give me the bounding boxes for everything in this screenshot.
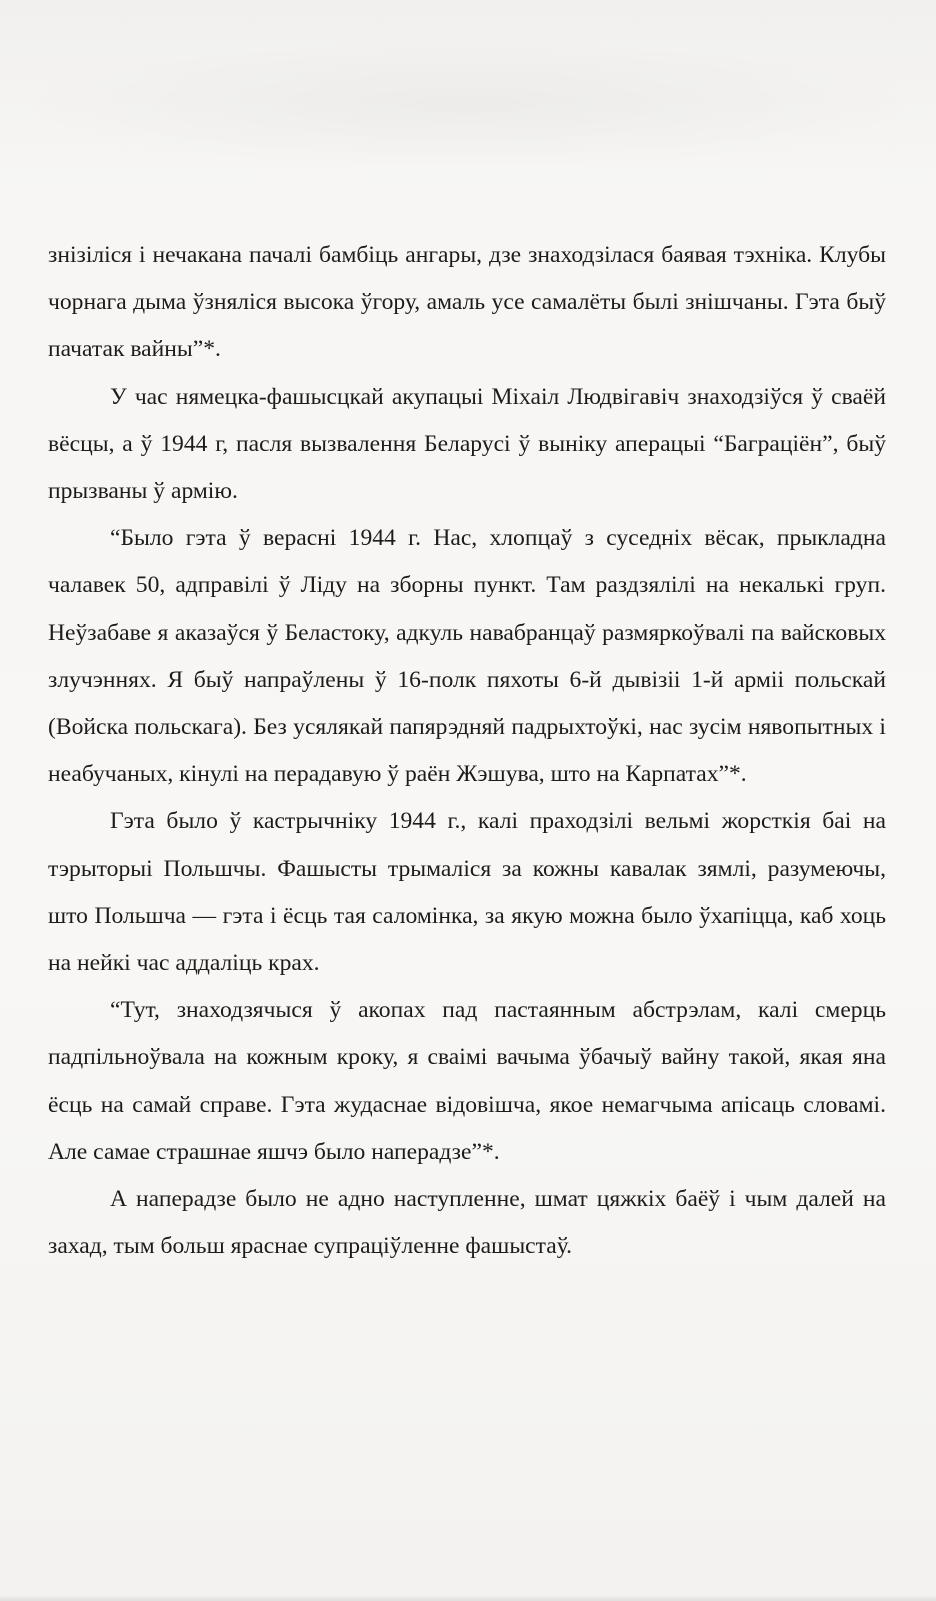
- document-body: [48, 232, 886, 1270]
- paragraph-occupation: У час нямецка-фашысцкай акупацыі Міхаіл Людвігавіч знаходзіўся ў сваёй вёсцы, а ў 1944 г, пасля вызвалення Беларусі ў выніку аперацыі “Баграціён”, быў прызваны ў армію.: [48, 383, 886, 505]
- paragraph-ahead: А наперадзе было не адно наступленне, шмат цяжкіх баёў і чым далей на захад, тым больш яраснае супраціўленне фашыстаў.: [48, 1186, 886, 1260]
- paragraph-quote-trenches: “Тут, знаходзячыся ў акопах пад пастаянным абстрэлам, калі смерць падпільноўвала на кожным кроку, я сваімі вачыма ўбачыў вайну такой, якая яна ёсць на самай справе. Гэта жудаснае відовішча, якое немагчыма апісаць словамі. Але самае страшнае яшчэ было наперадзе”*.: [48, 997, 886, 1165]
- paragraph-continuation: знізіліся і нечакана пачалі бамбіць ангары, дзе знаходзілася баявая тэхніка. Клубы чорнага дыма ўзняліся высока ўгору, амаль усе самалёты былі знішчаны. Гэта быў пачатак вайны”*.: [48, 242, 886, 363]
- paragraph-october-1944: Гэта было ў кастрычніку 1944 г., калі праходзілі вельмі жорсткія баі на тэрыторыі Польшчы. Фашысты трымаліся за кожны кавалак зямлі, разумеючы, што Польшча — гэта і ёсць тая саломінка, за якую можна было ўхапіцца, каб хоць на нейкі час аддаліць крах.: [48, 808, 886, 977]
- paragraph-quote-conscription: “Было гэта ў верасні 1944 г. Нас, хлопцаў з суседніх вёсак, прыкладна чалавек 50, адправілі ў Ліду на зборны пункт. Там раздзялілі на некалькі груп. Неўзабаве я аказаўся ў Беластоку, адкуль навабранцаў размяркоўвалі па вайсковых злучэннях. Я быў напраўлены ў 16-полк пяхоты 6-й дывізіі 1-й арміі польскай (Войска польскага). Без усялякай папярэдняй падрыхтоўкі, нас зусім нявопытных і неабучаных, кінулі на перадавую ў раён Жэшува, што на Карпатах”*.: [48, 525, 886, 788]
- scan-bottom-edge: [0, 1595, 936, 1601]
- scan-shadow: [0, 40, 936, 170]
